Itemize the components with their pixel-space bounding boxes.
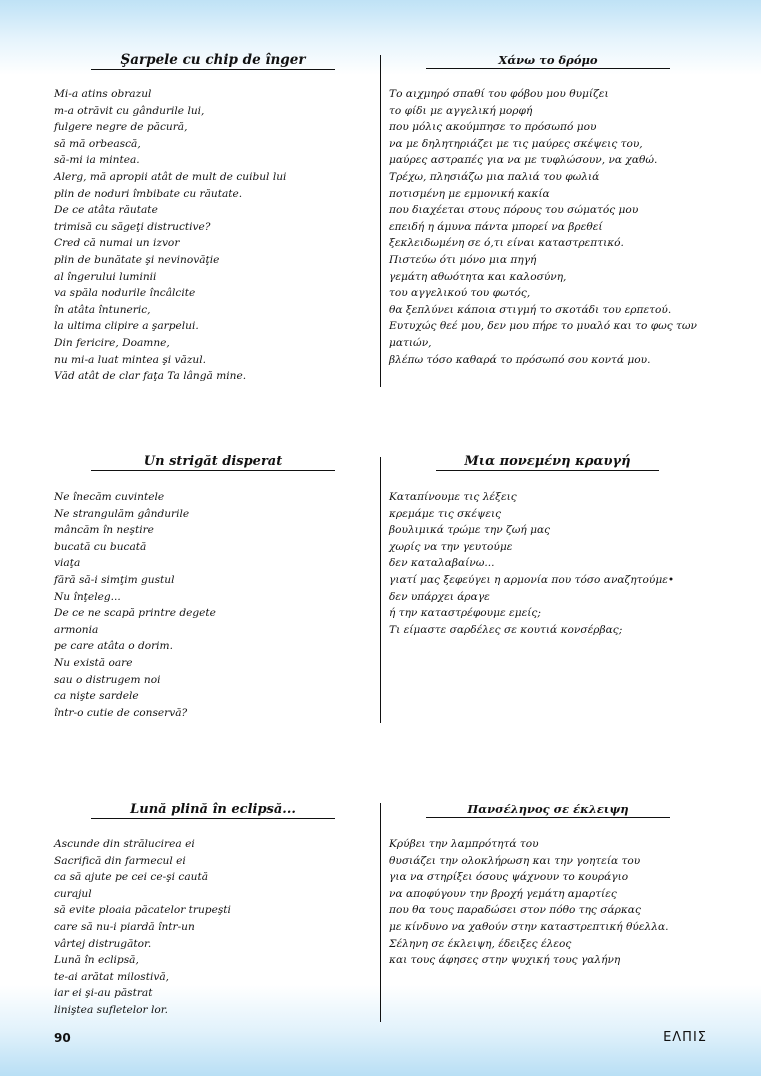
poem-title: Un strigăt disperat bbox=[91, 454, 335, 471]
poem-title: Lună plină în eclipsă... bbox=[91, 802, 335, 819]
poem-line: să evite ploaia păcatelor trupeşti bbox=[54, 904, 231, 917]
poem-line: ξεκλειδωμένη σε ό,τι είναι καταστρεπτικό. bbox=[389, 237, 624, 250]
poem-line: και τους άφησες στην ψυχική τους γαλήνη bbox=[389, 954, 621, 967]
poem-line: Nu înţeleg... bbox=[54, 590, 121, 603]
poem-line: Καταπίνουμε τις λέξεις bbox=[389, 491, 517, 503]
poem-line: trimisă cu săgeţi distructive? bbox=[54, 220, 211, 233]
poem-line: Nu există oare bbox=[54, 656, 133, 669]
poem-line: ca nişte sardele bbox=[54, 690, 139, 703]
poem-line: plin de bunătate şi nevinovăţie bbox=[54, 253, 220, 266]
poem-line: Τρέχω, πλησιάζω μια παλιά του φωλιά bbox=[389, 170, 600, 183]
poem-line: του αγγελικού του φωτός, bbox=[389, 287, 531, 300]
poem-line: Σέληνη σε έκλειψη, έδειξες έλεος bbox=[389, 937, 572, 950]
poem-line: De ce ne scapă printre degete bbox=[54, 607, 216, 620]
poem-body bbox=[54, 86, 286, 385]
poem-line: που διαχέεται στους πόρους του σώματός μου bbox=[389, 204, 639, 217]
poem-line: liniştea sufletelor lor. bbox=[54, 1003, 168, 1016]
poem-line: mâncăm în neştire bbox=[54, 524, 154, 537]
poem-line: για να στηρίξει όσους ψάχνουν το κουράγιο bbox=[389, 871, 629, 884]
poem-line: să-mi ia mintea. bbox=[54, 154, 140, 167]
poem-line: επειδή η άμυνα πάντα μπορεί να βρεθεί bbox=[389, 220, 603, 233]
poem-line: το φίδι με αγγελική μορφή bbox=[389, 104, 533, 117]
poem-line: într-o cutie de conservă? bbox=[54, 706, 188, 719]
poem-line: με κίνδυνο να χαθούν στην καταστρεπτική θύελλα. bbox=[389, 920, 669, 933]
poem-line: armonia bbox=[54, 623, 99, 636]
poem-line: που μόλις ακούμπησε το πρόσωπό μου bbox=[389, 121, 597, 134]
poem-line: Ne strangulăm gândurile bbox=[54, 507, 190, 520]
poem-body bbox=[389, 836, 668, 969]
column-divider-1 bbox=[380, 55, 381, 387]
poem-line: Mi-a atins obrazul bbox=[54, 88, 152, 100]
poem-line: în atâta întuneric, bbox=[54, 303, 151, 316]
poem-line: ποτισμένη με εμμονική κακία bbox=[389, 187, 550, 200]
poem-line: bucată cu bucată bbox=[54, 540, 147, 553]
poem-line: θυσιάζει την ολοκλήρωση και την γοητεία του bbox=[389, 854, 641, 867]
poem-body bbox=[54, 836, 231, 1019]
poem-title: Μια πονεμένη κραυγή bbox=[436, 454, 659, 471]
poem-body bbox=[389, 489, 674, 638]
poem-line: Lună în eclipsă, bbox=[54, 954, 139, 967]
poem-line: fără să-i simţim gustul bbox=[54, 573, 175, 586]
poem-line: va spăla nodurile încâlcite bbox=[54, 287, 196, 300]
magazine-title: ΕΛΠΙΣ bbox=[663, 1030, 707, 1045]
poem-line: al îngerului luminii bbox=[54, 270, 157, 283]
poem-title: Şarpele cu chip de înger bbox=[91, 52, 335, 70]
poem-line: Din fericire, Doamne, bbox=[54, 336, 170, 349]
poem-line: De ce atâta răutate bbox=[54, 204, 158, 217]
poem-line: Ne înecăm cuvintele bbox=[54, 491, 165, 503]
poem-line: Sacrifică din farmecul ei bbox=[54, 854, 186, 867]
poem-line: curajul bbox=[54, 887, 92, 900]
poem-line: να αποφύγουν την βροχή γεμάτη αμαρτίες bbox=[389, 887, 617, 900]
poem-line: που θα τους παραδώσει στον πόθο της σάρκας bbox=[389, 904, 641, 917]
poem-line: Κρύβει την λαμπρότητά του bbox=[389, 838, 539, 850]
poem-line: te-ai arătat milostivă, bbox=[54, 970, 170, 983]
poem-line: nu mi-a luat mintea şi văzul. bbox=[54, 353, 206, 366]
poem-line: κρεμάμε τις σκέψεις bbox=[389, 507, 502, 520]
poem-line: să mă orbească, bbox=[54, 137, 141, 150]
poem-line: Alerg, mă apropii atât de mult de cuibul lui bbox=[54, 170, 287, 183]
poem-line: βλέπω τόσο καθαρά το πρόσωπό σου κοντά μου. bbox=[389, 353, 651, 366]
poem-body bbox=[54, 489, 216, 721]
poem-line: ή την καταστρέφουμε εμείς; bbox=[389, 607, 541, 620]
poem-line: la ultima clipire a şarpelui. bbox=[54, 320, 199, 333]
poem-line: Cred că numai un izvor bbox=[54, 237, 180, 250]
poem-line: plin de noduri îmbibate cu răutate. bbox=[54, 187, 243, 200]
poem-title: Χάνω το δρόμο bbox=[426, 53, 670, 69]
poem-line: Πιστεύω ότι μόνο μια πηγή bbox=[389, 253, 537, 266]
poem-line: ca să ajute pe cei ce-şi caută bbox=[54, 871, 209, 884]
poem-line: vârtej distrugător. bbox=[54, 937, 152, 950]
poem-line: Ευτυχώς θεέ μου, δεν μου πήρε το μυαλό και το φως των bbox=[389, 320, 697, 333]
poem-line: μαύρες αστραπές για να με τυφλώσουν, να χαθώ. bbox=[389, 154, 658, 167]
poem-title: Πανσέληνος σε έκλειψη bbox=[426, 802, 670, 818]
poem-line: iar ei şi-au păstrat bbox=[54, 987, 153, 1000]
poem-line: fulgere negre de păcură, bbox=[54, 121, 188, 134]
poem-line: viaţa bbox=[54, 557, 81, 570]
poem-line: Ascunde din strălucirea ei bbox=[54, 838, 195, 850]
poem-line: δεν καταλαβαίνω... bbox=[389, 557, 495, 570]
poem-line: Τι είμαστε σαρδέλες σε κουτιά κονσέρβας; bbox=[389, 623, 623, 636]
poem-line: ματιών, bbox=[389, 336, 432, 349]
column-divider-3 bbox=[380, 803, 381, 1022]
page-number: 90 bbox=[54, 1031, 71, 1045]
poem-line: Το αιχμηρό σπαθί του φόβου μου θυμίζει bbox=[389, 88, 609, 100]
poem-line: θα ξεπλύνει κάποια στιγμή το σκοτάδι του ερπετού. bbox=[389, 303, 672, 316]
poem-line: χωρίς να την γευτούμε bbox=[389, 540, 513, 553]
poem-line: m-a otrăvit cu gândurile lui, bbox=[54, 104, 205, 117]
column-divider-2 bbox=[380, 457, 381, 723]
poem-line: sau o distrugem noi bbox=[54, 673, 161, 686]
poem-line: γεμάτη αθωότητα και καλοσύνη, bbox=[389, 270, 567, 283]
poem-line: να με δηλητηριάζει με τις μαύρες σκέψεις του, bbox=[389, 137, 643, 150]
poem-line: pe care atâta o dorim. bbox=[54, 640, 173, 653]
poem-body bbox=[389, 86, 697, 368]
poem-line: care să nu-i piardă într-un bbox=[54, 920, 195, 933]
poem-line: βουλιμικά τρώμε την ζωή μας bbox=[389, 524, 551, 537]
poem-line: γιατί μας ξεφεύγει η αρμονία που τόσο αναζητούμε• bbox=[389, 573, 675, 586]
poem-line: δεν υπάρχει άραγε bbox=[389, 590, 490, 603]
poem-line: Văd atât de clar faţa Ta lângă mine. bbox=[54, 370, 247, 383]
